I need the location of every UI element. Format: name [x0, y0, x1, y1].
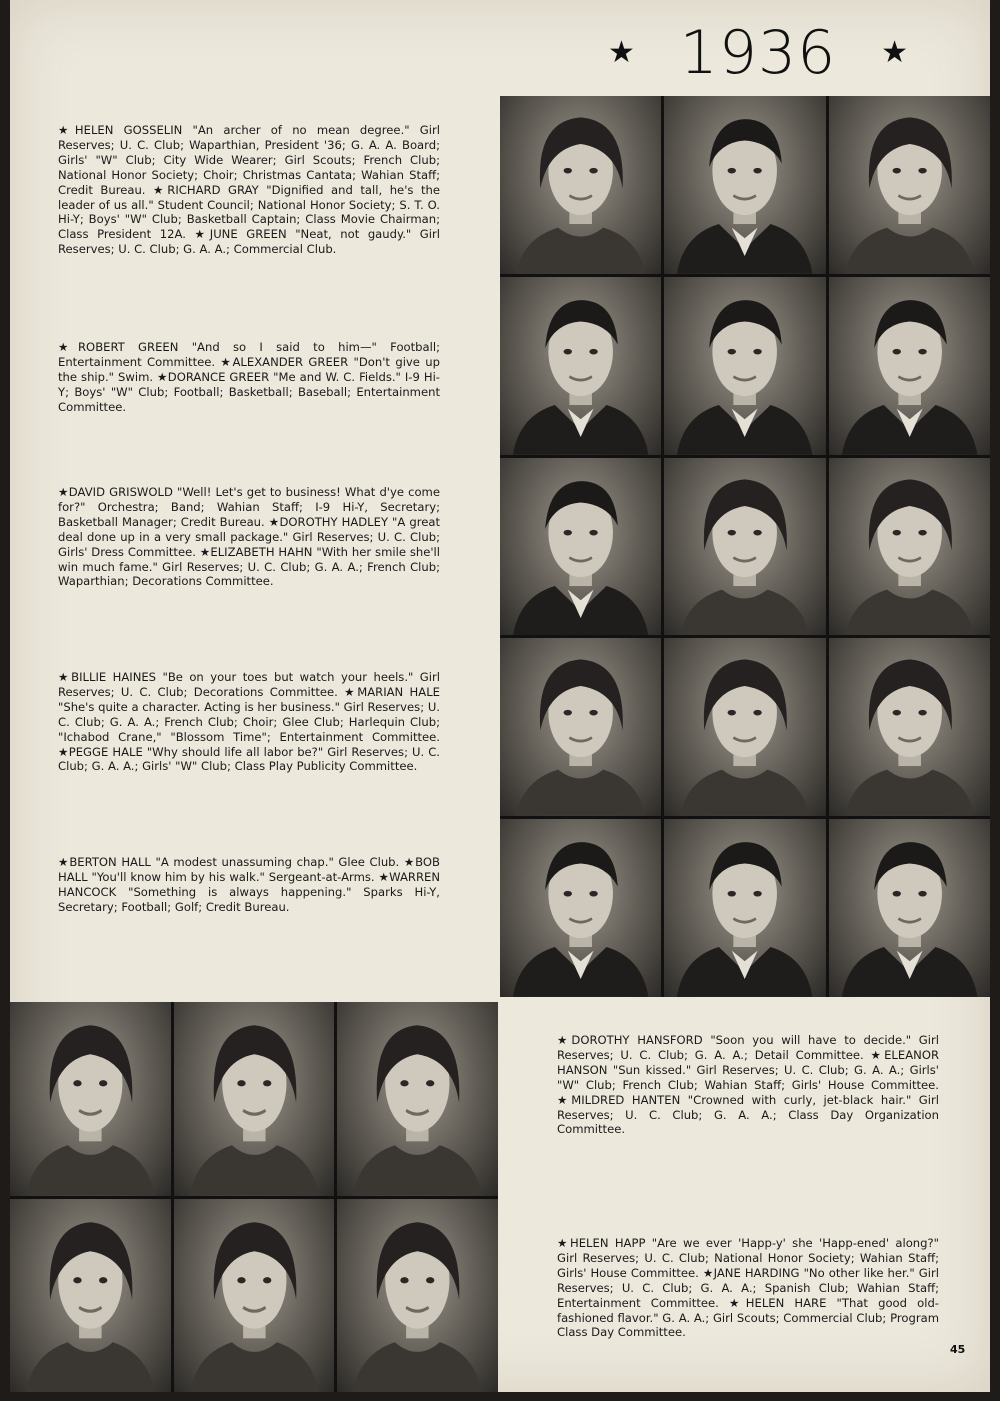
student-portrait [829, 819, 990, 997]
student-portrait [174, 1199, 335, 1393]
bio-block: ★HELEN HAPP "Are we ever 'Happ-y' she 'Happ-ened' along?" Girl Reserves; U. C. Club; National Honor Society; Wahian Staff; Girls' House Committee. ★JANE HARDING "No other like her." Girl Reserves; U. C. Club; G. A. A.; Spanish Club; Wahian Staff; Entertainment Committee. ★HELEN HARE "That good old-fashioned flavor." G. A. A.; Girl Scouts; Commercial Club; Program Class Day Committee. [557, 1236, 939, 1340]
student-portrait [337, 1002, 498, 1196]
student-portrait [829, 638, 990, 816]
student-portrait [500, 277, 661, 455]
student-portrait [664, 96, 825, 274]
class-year-title: 1936 [679, 18, 837, 88]
bio-block: ★HELEN GOSSELIN "An archer of no mean degree." Girl Reserves; U. C. Club; Waparthian, President '36; G. A. A. Board; Girls' "W" Club; City Wide Wearer; Girl Scouts; French Club; National Honor Society; Choir; Christmas Cantata; Wahian Staff; Credit Bureau. ★RICHARD GRAY "Dignified and tall, he's the leader of us all." Student Council; National Honor Society; S. T. O. Hi-Y; Boys' "W" Club; Basketball Captain; Class Movie Chairman; Class President 12A. ★JUNE GREEN "Neat, not gaudy." Girl Reserves; U. C. Club; G. A. A.; Commercial Club. [58, 123, 440, 257]
student-portrait [664, 277, 825, 455]
star-icon-left: ★ [608, 36, 635, 69]
student-portrait [829, 277, 990, 455]
student-portrait [500, 96, 661, 274]
portrait-grid-bottom [10, 1002, 498, 1392]
bio-block: ★DAVID GRISWOLD "Well! Let's get to business! What d'ye come for?" Orchestra; Band; Wahian Staff; I-9 Hi-Y, Secretary; Basketball Manager; Credit Bureau. ★DOROTHY HADLEY "A great deal done up in a very small package." Girl Reserves; U. C. Club; Girls' Dress Committee. ★ELIZABETH HAHN "With her smile she'll win much fame." Girl Reserves; U. C. Club; G. A. A.; French Club; Waparthian; Decorations Committee. [58, 485, 440, 589]
student-portrait [500, 819, 661, 997]
bio-block: ★ROBERT GREEN "And so I said to him—" Football; Entertainment Committee. ★ALEXANDER GREER "Don't give up the ship." Swim. ★DORANCE GREER "Me and W. C. Fields." I-9 Hi-Y; Boys' "W" Club; Football; Basketball; Baseball; Entertainment Committee. [58, 340, 440, 414]
student-portrait [664, 458, 825, 636]
portrait-grid-top [500, 96, 990, 997]
student-portrait [10, 1199, 171, 1393]
student-portrait [664, 819, 825, 997]
star-icon-right: ★ [881, 36, 908, 69]
student-portrait [500, 458, 661, 636]
page-number: 45 [950, 1343, 966, 1356]
student-portrait [10, 1002, 171, 1196]
student-portrait [337, 1199, 498, 1393]
student-portrait [174, 1002, 335, 1196]
student-portrait [829, 96, 990, 274]
page-header [608, 18, 908, 88]
student-portrait [664, 638, 825, 816]
student-portrait [829, 458, 990, 636]
bio-block: ★BERTON HALL "A modest unassuming chap." Glee Club. ★BOB HALL "You'll know him by his walk." Sergeant-at-Arms. ★WARREN HANCOCK "Something is always happening." Sparks Hi-Y, Secretary; Football; Golf; Credit Bureau. [58, 855, 440, 914]
bio-block: ★DOROTHY HANSFORD "Soon you will have to decide." Girl Reserves; U. C. Club; G. A. A.; Detail Committee. ★ELEANOR HANSON "Sun kissed." Girl Reserves; U. C. Club; G. A. A.; Girls' "W" Club; French Club; Wahian Staff; Girls' House Committee. ★MILDRED HANTEN "Crowned with curly, jet-black hair." Girl Reserves; U. C. Club; G. A. A.; Class Day Organization Committee. [557, 1033, 939, 1137]
student-portrait [500, 638, 661, 816]
bio-block: ★BILLIE HAINES "Be on your toes but watch your heels." Girl Reserves; U. C. Club; Decorations Committee. ★MARIAN HALE "She's quite a character. Acting is her business." Girl Reserves; U. C. Club; G. A. A.; French Club; Choir; Glee Club; Harlequin Club; "Ichabod Crane," "Blossom Time"; Entertainment Committee. ★PEGGE HALE "Why should life all labor be?" Girl Reserves; U. C. Club; G. A. A.; Girls' "W" Club; Class Play Publicity Committee. [58, 670, 440, 774]
yearbook-page [10, 0, 990, 1392]
